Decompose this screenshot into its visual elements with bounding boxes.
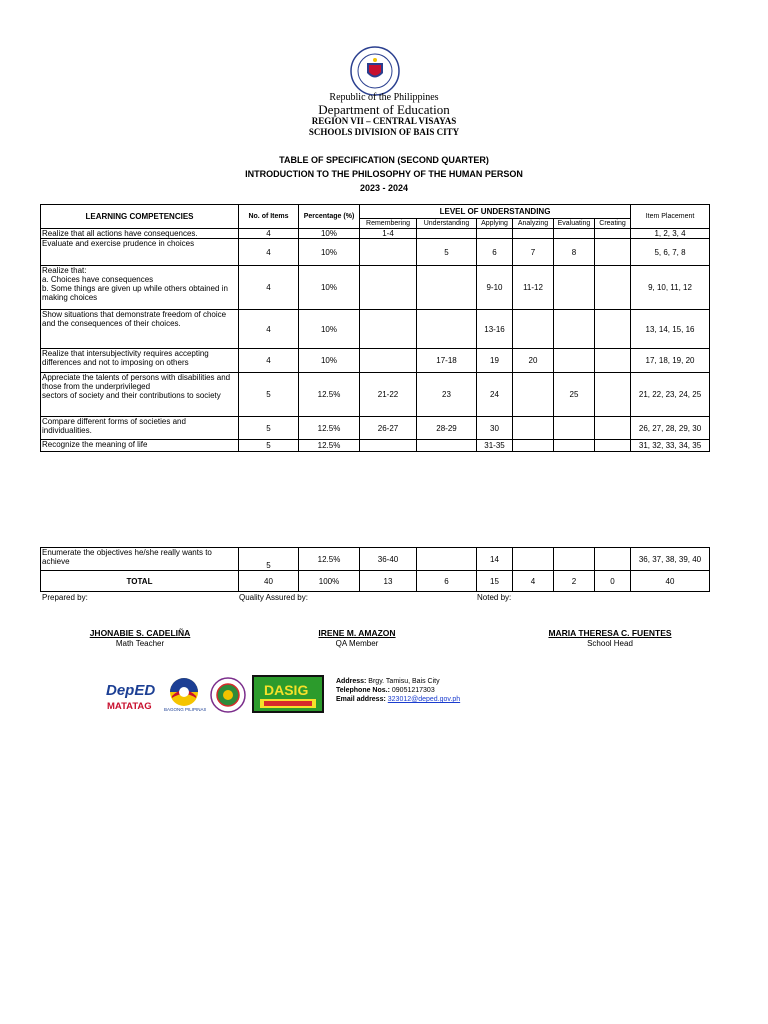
row-placement: 26, 27, 28, 29, 30 bbox=[631, 417, 710, 440]
noted-by-label: Noted by: bbox=[477, 593, 512, 602]
total-placement: 40 bbox=[631, 571, 710, 592]
row-competency: Appreciate the talents of persons with disabilities and those from the underprivileged sectors of society and their contributions to society bbox=[41, 373, 239, 417]
row-applying: 13-16 bbox=[477, 310, 513, 349]
row-remembering bbox=[360, 440, 417, 452]
row-applying: 30 bbox=[477, 417, 513, 440]
row-items: 5 bbox=[239, 417, 299, 440]
row-applying: 6 bbox=[477, 239, 513, 266]
table-of-specification bbox=[40, 204, 710, 452]
row-percent: 12.5% bbox=[299, 440, 360, 452]
row-understanding: 28-29 bbox=[417, 417, 477, 440]
row-creating bbox=[595, 310, 631, 349]
row-placement: 5, 6, 7, 8 bbox=[631, 239, 710, 266]
row-applying: 14 bbox=[477, 548, 513, 571]
header-placement: Item Placement bbox=[631, 205, 710, 229]
row-creating bbox=[595, 266, 631, 310]
table-row bbox=[41, 373, 710, 417]
header-evaluating: Evaluating bbox=[554, 219, 595, 229]
prepared-role: Math Teacher bbox=[115, 639, 165, 648]
row-analyzing bbox=[513, 548, 554, 571]
row-creating bbox=[595, 229, 631, 239]
row-creating bbox=[595, 440, 631, 452]
row-placement: 13, 14, 15, 16 bbox=[631, 310, 710, 349]
table-row bbox=[41, 239, 710, 266]
row-percent: 12.5% bbox=[299, 417, 360, 440]
row-understanding: 17-18 bbox=[417, 349, 477, 373]
row-competency: Enumerate the objectives he/she really wants to achieve bbox=[41, 548, 239, 571]
row-competency: Evaluate and exercise prudence in choices bbox=[41, 239, 239, 266]
address-label: Address: bbox=[336, 678, 367, 685]
total-creating: 0 bbox=[595, 571, 631, 592]
qa-name: IRENE M. AMAZON bbox=[318, 628, 396, 638]
deped-matatag-logo bbox=[104, 678, 156, 712]
total-understanding: 6 bbox=[417, 571, 477, 592]
row-evaluating bbox=[554, 417, 595, 440]
row-remembering bbox=[360, 239, 417, 266]
row-placement: 1, 2, 3, 4 bbox=[631, 229, 710, 239]
row-items: 4 bbox=[239, 229, 299, 239]
row-analyzing bbox=[513, 417, 554, 440]
svg-text:DASIG: DASIG bbox=[264, 682, 309, 698]
region-line: REGION VII – CENTRAL VISAYAS bbox=[311, 116, 457, 126]
contact-block bbox=[336, 677, 460, 704]
header-creating: Creating bbox=[595, 219, 631, 229]
total-applying: 15 bbox=[477, 571, 513, 592]
row-items: 5 bbox=[239, 373, 299, 417]
row-competency: Realize that: a. Choices have consequences b. Some things are given up while others obtained in making choices bbox=[41, 266, 239, 310]
row-understanding bbox=[417, 229, 477, 239]
subject-title: INTRODUCTION TO THE PHILOSOPHY OF THE HUMAN PERSON bbox=[245, 169, 523, 179]
table-row bbox=[41, 417, 710, 440]
row-applying: 19 bbox=[477, 349, 513, 373]
row-competency: Recognize the meaning of life bbox=[41, 440, 239, 452]
row-placement: 9, 10, 11, 12 bbox=[631, 266, 710, 310]
row-competency: Realize that intersubjectivity requires accepting differences and not to imposing on others bbox=[41, 349, 239, 373]
table-row bbox=[41, 548, 710, 571]
row-remembering: 1-4 bbox=[360, 229, 417, 239]
row-creating bbox=[595, 417, 631, 440]
row-evaluating: 8 bbox=[554, 239, 595, 266]
noted-role: School Head bbox=[587, 639, 633, 648]
row-creating bbox=[595, 349, 631, 373]
total-row bbox=[41, 571, 710, 592]
row-placement: 21, 22, 23, 24, 25 bbox=[631, 373, 710, 417]
row-understanding: 5 bbox=[417, 239, 477, 266]
total-remembering: 13 bbox=[360, 571, 417, 592]
table-row bbox=[41, 229, 710, 239]
row-percent: 10% bbox=[299, 349, 360, 373]
noted-name: MARIA THERESA C. FUENTES bbox=[548, 628, 672, 638]
bagong-pilipinas-logo bbox=[162, 676, 206, 712]
row-analyzing: 7 bbox=[513, 239, 554, 266]
prepared-name: JHONABIE S. CADELIÑA bbox=[89, 628, 191, 638]
email-link[interactable]: 323012@deped.gov.ph bbox=[387, 696, 461, 703]
email-label: Email address: bbox=[336, 696, 386, 703]
row-evaluating bbox=[554, 310, 595, 349]
row-analyzing bbox=[513, 229, 554, 239]
header-percentage: Percentage (%) bbox=[299, 205, 360, 229]
row-items: 5 bbox=[239, 440, 299, 452]
row-competency: Compare different forms of societies and individualities. bbox=[41, 417, 239, 440]
total-evaluating: 2 bbox=[554, 571, 595, 592]
svg-text:DepED: DepED bbox=[106, 682, 156, 699]
division-line: SCHOOLS DIVISION OF BAIS CITY bbox=[308, 127, 460, 137]
total-label: TOTAL bbox=[41, 571, 239, 592]
svg-text:MATATAG: MATATAG bbox=[107, 701, 152, 712]
row-evaluating: 25 bbox=[554, 373, 595, 417]
row-remembering bbox=[360, 310, 417, 349]
row-items: 4 bbox=[239, 310, 299, 349]
row-analyzing bbox=[513, 440, 554, 452]
row-remembering: 21-22 bbox=[360, 373, 417, 417]
header-applying: Applying bbox=[477, 219, 513, 229]
prepared-by-label: Prepared by: bbox=[42, 593, 88, 602]
row-applying: 31-35 bbox=[477, 440, 513, 452]
row-percent: 10% bbox=[299, 229, 360, 239]
table-row bbox=[41, 310, 710, 349]
row-remembering: 36-40 bbox=[360, 548, 417, 571]
quality-assured-label: Quality Assured by: bbox=[239, 593, 308, 602]
row-analyzing bbox=[513, 373, 554, 417]
row-applying bbox=[477, 229, 513, 239]
header-level: LEVEL OF UNDERSTANDING bbox=[360, 205, 631, 219]
row-placement: 17, 18, 19, 20 bbox=[631, 349, 710, 373]
svg-text:BAGONG PILIPINAS: BAGONG PILIPINAS bbox=[164, 707, 206, 712]
row-percent: 12.5% bbox=[299, 548, 360, 571]
deped-seal-logo bbox=[350, 46, 400, 96]
row-items: 5 bbox=[239, 548, 299, 571]
row-evaluating bbox=[554, 229, 595, 239]
row-placement: 36, 37, 38, 39, 40 bbox=[631, 548, 710, 571]
row-competency: Show situations that demonstrate freedom of choice and the consequences of their choices. bbox=[41, 310, 239, 349]
row-understanding: 23 bbox=[417, 373, 477, 417]
document-title: TABLE OF SPECIFICATION (SECOND QUARTER) bbox=[279, 155, 489, 165]
phone-value: 09051217303 bbox=[391, 687, 435, 694]
row-items: 4 bbox=[239, 266, 299, 310]
header-items: No. of Items bbox=[239, 205, 299, 229]
division-seal-logo bbox=[210, 677, 246, 713]
row-understanding bbox=[417, 440, 477, 452]
table-row bbox=[41, 266, 710, 310]
row-evaluating bbox=[554, 440, 595, 452]
row-percent: 10% bbox=[299, 266, 360, 310]
total-percent: 100% bbox=[299, 571, 360, 592]
row-items: 4 bbox=[239, 239, 299, 266]
row-percent: 12.5% bbox=[299, 373, 360, 417]
dasig-logo bbox=[252, 675, 324, 713]
table-row bbox=[41, 349, 710, 373]
header-competencies: LEARNING COMPETENCIES bbox=[41, 205, 239, 229]
department-line: Department of Education bbox=[318, 102, 450, 117]
address-value: Brgy. Tamisu, Bais City bbox=[368, 678, 440, 685]
row-applying: 9-10 bbox=[477, 266, 513, 310]
school-year: 2023 - 2024 bbox=[359, 183, 409, 193]
row-evaluating bbox=[554, 349, 595, 373]
row-remembering bbox=[360, 349, 417, 373]
row-analyzing: 20 bbox=[513, 349, 554, 373]
row-remembering: 26-27 bbox=[360, 417, 417, 440]
row-remembering bbox=[360, 266, 417, 310]
row-percent: 10% bbox=[299, 239, 360, 266]
republic-line: Republic of the Philippines bbox=[329, 92, 439, 103]
row-creating bbox=[595, 373, 631, 417]
total-items: 40 bbox=[239, 571, 299, 592]
row-applying: 24 bbox=[477, 373, 513, 417]
header-analyzing: Analyzing bbox=[513, 219, 554, 229]
header-understanding: Understanding bbox=[417, 219, 477, 229]
row-creating bbox=[595, 239, 631, 266]
row-evaluating bbox=[554, 548, 595, 571]
row-percent: 10% bbox=[299, 310, 360, 349]
table-continuation bbox=[40, 547, 710, 592]
row-understanding bbox=[417, 266, 477, 310]
row-creating bbox=[595, 548, 631, 571]
total-analyzing: 4 bbox=[513, 571, 554, 592]
row-analyzing bbox=[513, 310, 554, 349]
row-evaluating bbox=[554, 266, 595, 310]
phone-label: Telephone Nos.: bbox=[336, 687, 390, 694]
row-competency: Realize that all actions have consequences. bbox=[41, 229, 239, 239]
row-items: 4 bbox=[239, 349, 299, 373]
row-understanding bbox=[417, 548, 477, 571]
table-row bbox=[41, 440, 710, 452]
row-placement: 31, 32, 33, 34, 35 bbox=[631, 440, 710, 452]
header-remembering: Remembering bbox=[360, 219, 417, 229]
row-analyzing: 11-12 bbox=[513, 266, 554, 310]
row-understanding bbox=[417, 310, 477, 349]
qa-role: QA Member bbox=[335, 639, 379, 648]
